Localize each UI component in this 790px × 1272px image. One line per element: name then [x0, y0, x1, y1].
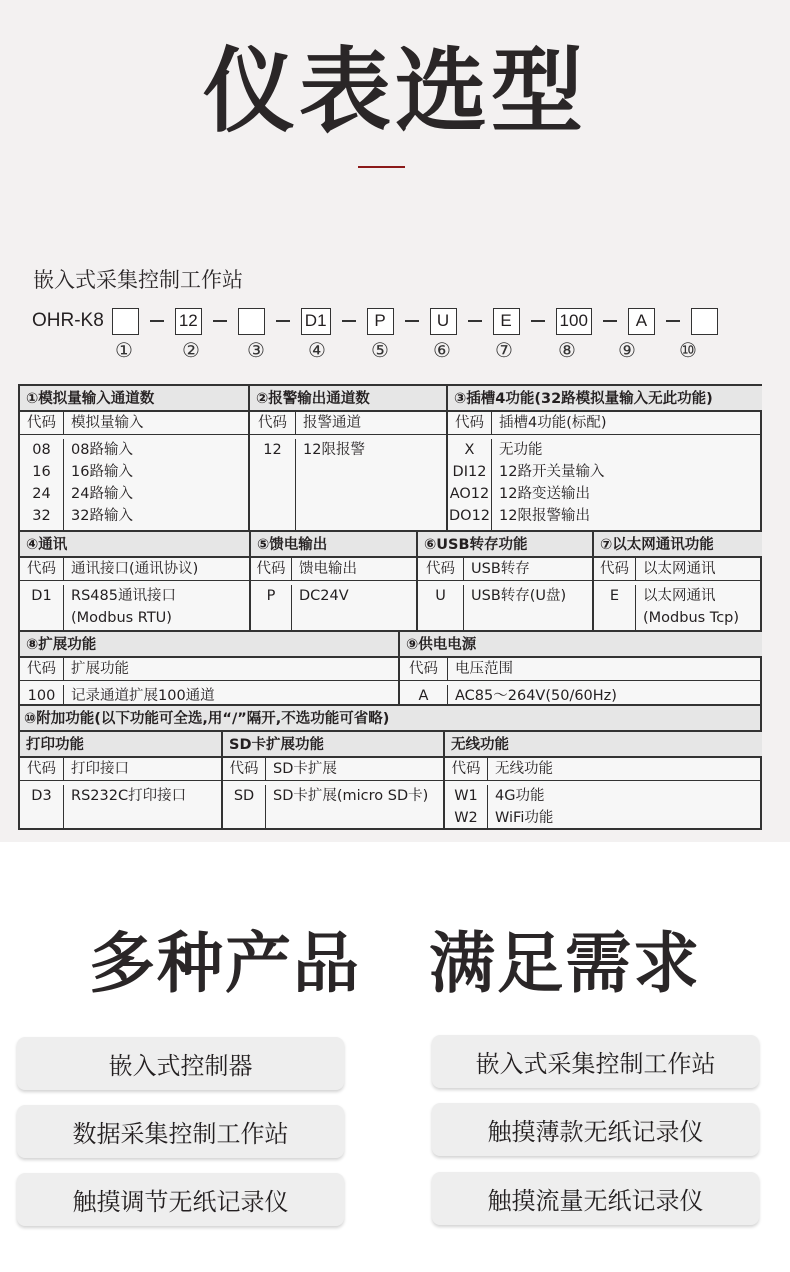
desc-header: 扩展功能	[71, 661, 129, 677]
dash	[213, 320, 227, 322]
option-code: D3	[31, 788, 52, 804]
option-code: 08	[32, 442, 51, 458]
slot-number: ①	[115, 338, 133, 362]
group-title: ⑨供电电源	[400, 632, 762, 658]
desc-header: 无线功能	[495, 761, 553, 777]
option-code: SD	[233, 788, 255, 804]
option-group	[250, 386, 448, 532]
option-code: 32	[32, 508, 51, 524]
option-desc: SD卡扩展(micro SD卡)	[273, 788, 429, 804]
desc-header: SD卡扩展	[273, 761, 337, 777]
group-title: ③插槽4功能(32路模拟量输入无此功能)	[448, 386, 762, 412]
option-desc: 12限报警	[303, 442, 365, 458]
code-header: 代码	[251, 558, 292, 580]
option-desc: WiFi功能	[495, 810, 554, 826]
option-desc: 08路输入	[71, 442, 133, 458]
code-header: 代码	[223, 758, 266, 780]
option-code: E	[609, 588, 620, 604]
product-button[interactable]: 数据采集控制工作站	[17, 1105, 344, 1158]
option-code: 100	[27, 688, 56, 704]
option-desc: RS232C打印接口	[71, 788, 187, 804]
option-desc: 32路输入	[71, 508, 133, 524]
group-title: ⑥USB转存功能	[418, 532, 592, 558]
group-title: ⑦以太网通讯功能	[594, 532, 762, 558]
dash	[405, 320, 419, 322]
option-desc: RS485通讯接口 (Modbus RTU)	[71, 588, 176, 626]
option-code: 12	[263, 442, 282, 458]
slot-number: ⑧	[558, 338, 576, 362]
option-code: 16	[32, 464, 51, 480]
code-header: 代码	[20, 758, 64, 780]
option-group	[594, 532, 762, 632]
option-code: P	[266, 588, 276, 604]
option-desc: DC24V	[299, 588, 349, 604]
option-desc: 24路输入	[71, 486, 133, 502]
model-slot: A	[628, 308, 655, 335]
option-code: DO12	[448, 508, 491, 524]
option-desc: 4G功能	[495, 788, 545, 804]
slot-number: ②	[182, 338, 200, 362]
option-code: X	[464, 442, 475, 458]
option-code: W2	[454, 810, 478, 826]
code-header: 代码	[20, 558, 64, 580]
option-desc: 以太网通讯 (Modbus Tcp)	[643, 588, 740, 626]
selection-table	[18, 384, 762, 830]
group-title: ④通讯	[20, 532, 249, 558]
group-title: ⑤馈电输出	[251, 532, 416, 558]
model-code	[32, 306, 718, 336]
code-header: 代码	[400, 658, 448, 680]
option-group	[418, 532, 594, 632]
product-button[interactable]: 触摸流量无纸记录仪	[432, 1172, 759, 1225]
model-slot	[112, 308, 139, 335]
model-slot: U	[430, 308, 457, 335]
group-title: ①模拟量输入通道数	[20, 386, 248, 412]
group-title: SD卡扩展功能	[223, 732, 443, 758]
desc-header: 插槽4功能(标配)	[499, 415, 607, 431]
group-title: ⑧扩展功能	[20, 632, 398, 658]
option-code: 24	[32, 486, 51, 502]
option-group	[251, 532, 418, 632]
desc-header: 馈电输出	[299, 561, 357, 577]
desc-header: 模拟量输入	[71, 415, 144, 431]
dash	[603, 320, 617, 322]
group-title: 无线功能	[445, 732, 762, 758]
model-slot: 100	[556, 308, 592, 335]
option-desc: 16路输入	[71, 464, 133, 480]
code-header: 代码	[20, 658, 64, 680]
option-group	[223, 732, 445, 828]
option-group	[20, 732, 223, 828]
addon-header: ⑩附加功能(以下功能可全选,用“/”隔开,不选功能可省略)	[20, 706, 760, 732]
model-slot: P	[367, 308, 394, 335]
model-slot	[238, 308, 265, 335]
option-desc: AC85～264V(50/60Hz)	[455, 688, 617, 704]
model-slot	[691, 308, 718, 335]
slot-number: ⑤	[371, 338, 389, 362]
option-desc: USB转存(U盘)	[471, 588, 567, 604]
product-subtitle: 嵌入式采集控制工作站	[33, 268, 243, 292]
code-header: 代码	[250, 412, 296, 434]
option-group	[20, 632, 400, 706]
slot-number: ⑥	[433, 338, 451, 362]
model-slot: D1	[301, 308, 331, 335]
model-slot: 12	[175, 308, 202, 335]
option-code: U	[435, 588, 446, 604]
dash	[666, 320, 680, 322]
option-desc: 记录通道扩展100通道	[71, 688, 215, 704]
dash	[150, 320, 164, 322]
option-code: D1	[31, 588, 52, 604]
product-button[interactable]: 触摸薄款无纸记录仪	[432, 1103, 759, 1156]
group-title: ②报警输出通道数	[250, 386, 446, 412]
slot-number: ⑨	[618, 338, 636, 362]
desc-header: 打印接口	[71, 761, 129, 777]
dash	[531, 320, 545, 322]
option-desc: 12路变送输出	[499, 486, 590, 502]
product-button[interactable]: 嵌入式控制器	[17, 1037, 344, 1090]
model-prefix: OHR-K8	[32, 310, 104, 331]
product-button[interactable]: 嵌入式采集控制工作站	[432, 1035, 759, 1088]
code-header: 代码	[445, 758, 488, 780]
dash	[276, 320, 290, 322]
desc-header: 电压范围	[455, 661, 513, 677]
option-desc: 12路开关量输入	[499, 464, 605, 480]
option-code: DI12	[452, 464, 487, 480]
option-group	[445, 732, 762, 828]
option-desc: 无功能	[499, 442, 543, 458]
option-code: W1	[454, 788, 478, 804]
desc-header: 以太网通讯	[643, 561, 716, 577]
option-code: AO12	[449, 486, 490, 502]
page-title: 仪表选型	[202, 38, 587, 145]
option-group	[20, 386, 250, 532]
option-code: A	[418, 688, 429, 704]
dash	[342, 320, 356, 322]
slot-number: ⑩	[679, 338, 697, 362]
option-group	[20, 532, 251, 632]
code-header: 代码	[594, 558, 636, 580]
slot-number: ④	[308, 338, 326, 362]
desc-header: 报警通道	[303, 415, 361, 431]
section-title: 多种产品 满足需求	[89, 925, 701, 1002]
product-button[interactable]: 触摸调节无纸记录仪	[17, 1173, 344, 1226]
code-header: 代码	[20, 412, 64, 434]
desc-header: USB转存	[471, 561, 530, 577]
option-desc: 12限报警输出	[499, 508, 590, 524]
dash	[468, 320, 482, 322]
slot-number: ③	[247, 338, 265, 362]
model-slot: E	[493, 308, 520, 335]
code-header: 代码	[448, 412, 492, 434]
code-header: 代码	[418, 558, 464, 580]
title-divider	[358, 166, 405, 168]
option-group	[448, 386, 762, 532]
desc-header: 通讯接口(通讯协议)	[71, 561, 199, 577]
group-title: 打印功能	[20, 732, 221, 758]
option-group	[400, 632, 762, 706]
slot-number: ⑦	[495, 338, 513, 362]
